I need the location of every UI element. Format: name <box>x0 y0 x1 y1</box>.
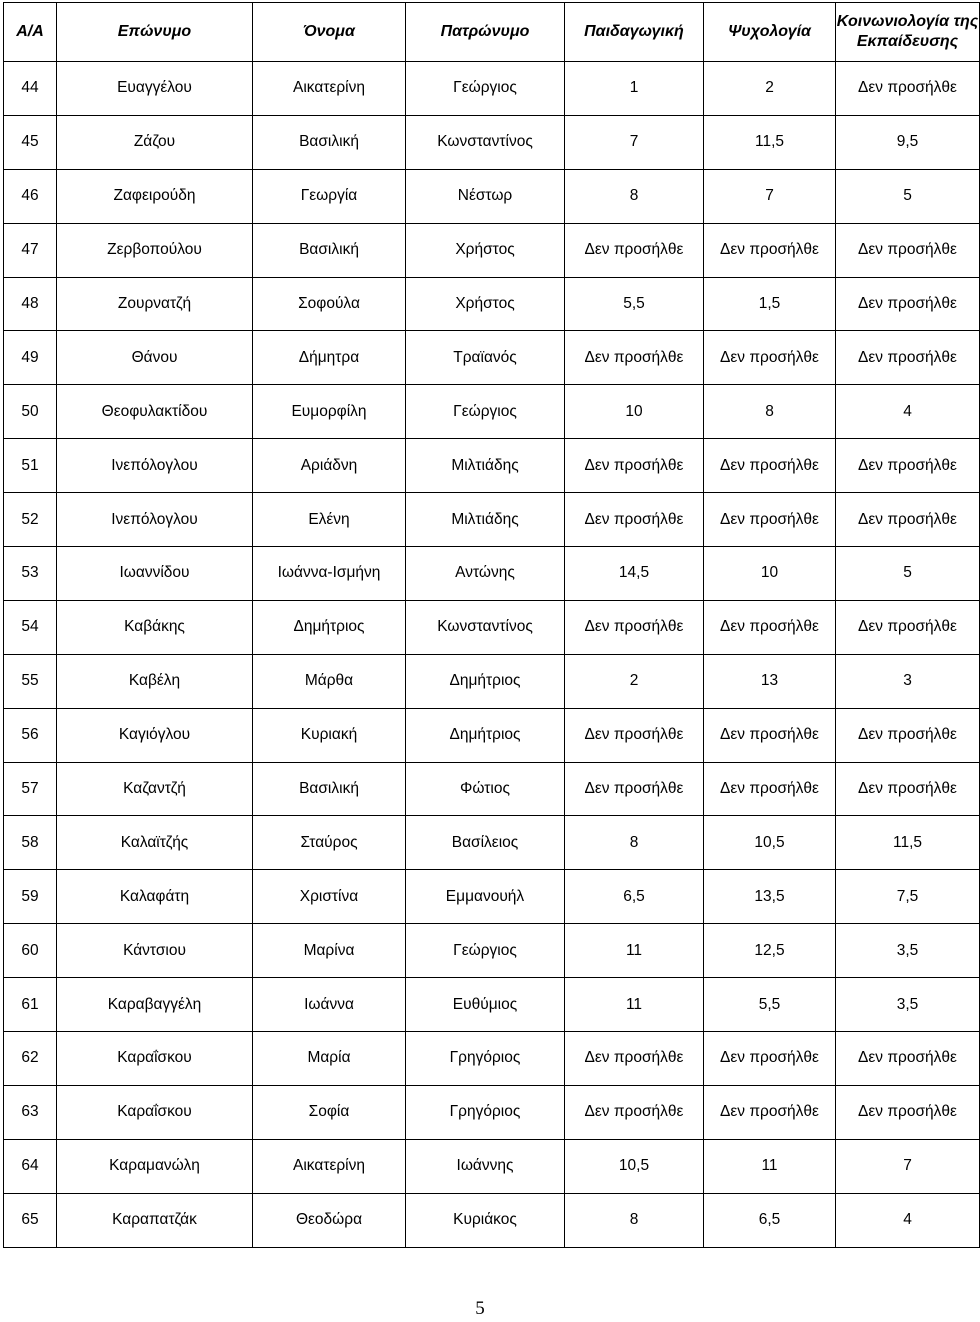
table-row <box>4 816 980 870</box>
header-first-name: Όνομα <box>253 3 406 62</box>
cell-surname: Καγιόγλου <box>57 708 253 762</box>
cell-aa: 55 <box>4 654 57 708</box>
cell-surname: Καβέλη <box>57 654 253 708</box>
cell-aa: 65 <box>4 1193 57 1247</box>
cell-fathers-name: Νέστωρ <box>406 169 565 223</box>
cell-aa: 52 <box>4 493 57 547</box>
cell-surname: Ζερβοπούλου <box>57 223 253 277</box>
cell-psychology: 7 <box>704 169 836 223</box>
cell-first-name: Κυριακή <box>253 708 406 762</box>
cell-surname: Καβάκης <box>57 600 253 654</box>
table-row <box>4 331 980 385</box>
cell-psychology: 1,5 <box>704 277 836 331</box>
cell-fathers-name: Γεώργιος <box>406 385 565 439</box>
cell-pedagogy: 11 <box>565 924 704 978</box>
cell-pedagogy: Δεν προσήλθε <box>565 439 704 493</box>
cell-fathers-name: Μιλτιάδης <box>406 439 565 493</box>
cell-first-name: Σταύρος <box>253 816 406 870</box>
cell-first-name: Βασιλική <box>253 762 406 816</box>
cell-psychology: 8 <box>704 385 836 439</box>
cell-sociology: 7 <box>836 1139 980 1193</box>
table-row <box>4 1139 980 1193</box>
cell-pedagogy: 10 <box>565 385 704 439</box>
cell-surname: Ινεπόλογλου <box>57 439 253 493</box>
cell-aa: 63 <box>4 1085 57 1139</box>
header-sociology-of-education: Κοινωνιολογία της Εκπαίδευσης <box>836 3 980 62</box>
cell-first-name: Ιωάννα <box>253 978 406 1032</box>
cell-psychology: Δεν προσήλθε <box>704 762 836 816</box>
cell-first-name: Αικατερίνη <box>253 1139 406 1193</box>
cell-fathers-name: Μιλτιάδης <box>406 493 565 547</box>
cell-surname: Ζαφειρούδη <box>57 169 253 223</box>
table-row <box>4 654 980 708</box>
cell-pedagogy: Δεν προσήλθε <box>565 600 704 654</box>
cell-first-name: Γεωργία <box>253 169 406 223</box>
table-row <box>4 708 980 762</box>
table-row <box>4 169 980 223</box>
cell-pedagogy: Δεν προσήλθε <box>565 493 704 547</box>
cell-sociology: 7,5 <box>836 870 980 924</box>
cell-surname: Θάνου <box>57 331 253 385</box>
cell-pedagogy: Δεν προσήλθε <box>565 1032 704 1086</box>
table-row <box>4 762 980 816</box>
cell-sociology: 5 <box>836 547 980 601</box>
cell-surname: Καλαϊτζής <box>57 816 253 870</box>
cell-first-name: Ιωάννα-Ισμήνη <box>253 547 406 601</box>
cell-aa: 57 <box>4 762 57 816</box>
cell-psychology: Δεν προσήλθε <box>704 1085 836 1139</box>
cell-psychology: Δεν προσήλθε <box>704 331 836 385</box>
cell-surname: Καλαφάτη <box>57 870 253 924</box>
cell-sociology: 11,5 <box>836 816 980 870</box>
cell-psychology: 6,5 <box>704 1193 836 1247</box>
cell-surname: Καραΐσκου <box>57 1032 253 1086</box>
cell-sociology: Δεν προσήλθε <box>836 439 980 493</box>
table-row <box>4 439 980 493</box>
cell-fathers-name: Δημήτριος <box>406 708 565 762</box>
table-row <box>4 924 980 978</box>
cell-first-name: Ευμορφίλη <box>253 385 406 439</box>
table-header-row <box>4 3 980 62</box>
cell-first-name: Ελένη <box>253 493 406 547</box>
cell-surname: Κάντσιου <box>57 924 253 978</box>
cell-fathers-name: Βασίλειος <box>406 816 565 870</box>
table-row <box>4 115 980 169</box>
cell-fathers-name: Ιωάννης <box>406 1139 565 1193</box>
cell-psychology: Δεν προσήλθε <box>704 439 836 493</box>
cell-sociology: 3,5 <box>836 978 980 1032</box>
cell-sociology: Δεν προσήλθε <box>836 762 980 816</box>
cell-surname: Ζάζου <box>57 115 253 169</box>
cell-first-name: Χριστίνα <box>253 870 406 924</box>
table-row <box>4 277 980 331</box>
cell-aa: 51 <box>4 439 57 493</box>
cell-aa: 47 <box>4 223 57 277</box>
cell-aa: 64 <box>4 1139 57 1193</box>
cell-pedagogy: 1 <box>565 62 704 116</box>
header-pedagogy: Παιδαγωγική <box>565 3 704 62</box>
cell-pedagogy: 14,5 <box>565 547 704 601</box>
cell-first-name: Μαρία <box>253 1032 406 1086</box>
cell-sociology: Δεν προσήλθε <box>836 493 980 547</box>
cell-psychology: Δεν προσήλθε <box>704 223 836 277</box>
cell-fathers-name: Χρήστος <box>406 277 565 331</box>
cell-first-name: Μάρθα <box>253 654 406 708</box>
cell-first-name: Δημήτριος <box>253 600 406 654</box>
table-row <box>4 1193 980 1247</box>
cell-fathers-name: Γρηγόριος <box>406 1032 565 1086</box>
cell-sociology: 3 <box>836 654 980 708</box>
cell-fathers-name: Τραϊανός <box>406 331 565 385</box>
cell-fathers-name: Γεώργιος <box>406 62 565 116</box>
cell-first-name: Μαρίνα <box>253 924 406 978</box>
cell-sociology: Δεν προσήλθε <box>836 223 980 277</box>
cell-pedagogy: 2 <box>565 654 704 708</box>
cell-surname: Ζουρνατζή <box>57 277 253 331</box>
cell-pedagogy: Δεν προσήλθε <box>565 708 704 762</box>
cell-psychology: 13,5 <box>704 870 836 924</box>
cell-psychology: Δεν προσήλθε <box>704 708 836 762</box>
cell-pedagogy: 8 <box>565 1193 704 1247</box>
cell-psychology: 5,5 <box>704 978 836 1032</box>
cell-aa: 48 <box>4 277 57 331</box>
cell-pedagogy: Δεν προσήλθε <box>565 1085 704 1139</box>
cell-aa: 56 <box>4 708 57 762</box>
table-row <box>4 978 980 1032</box>
cell-fathers-name: Χρήστος <box>406 223 565 277</box>
cell-surname: Ιωαννίδου <box>57 547 253 601</box>
table-row <box>4 62 980 116</box>
cell-fathers-name: Κωνσταντίνος <box>406 115 565 169</box>
header-fathers-name: Πατρώνυμο <box>406 3 565 62</box>
cell-fathers-name: Κωνσταντίνος <box>406 600 565 654</box>
cell-aa: 60 <box>4 924 57 978</box>
cell-aa: 58 <box>4 816 57 870</box>
cell-first-name: Αριάδνη <box>253 439 406 493</box>
cell-pedagogy: 10,5 <box>565 1139 704 1193</box>
cell-pedagogy: 8 <box>565 816 704 870</box>
cell-sociology: Δεν προσήλθε <box>836 277 980 331</box>
cell-fathers-name: Φώτιος <box>406 762 565 816</box>
cell-pedagogy: Δεν προσήλθε <box>565 762 704 816</box>
page-number: 5 <box>475 1298 485 1319</box>
cell-pedagogy: Δεν προσήλθε <box>565 331 704 385</box>
cell-sociology: Δεν προσήλθε <box>836 708 980 762</box>
table-row <box>4 1085 980 1139</box>
cell-psychology: 10,5 <box>704 816 836 870</box>
cell-psychology: 10 <box>704 547 836 601</box>
cell-sociology: Δεν προσήλθε <box>836 331 980 385</box>
cell-aa: 49 <box>4 331 57 385</box>
cell-surname: Θεοφυλακτίδου <box>57 385 253 439</box>
cell-fathers-name: Δημήτριος <box>406 654 565 708</box>
cell-first-name: Θεοδώρα <box>253 1193 406 1247</box>
results-table <box>3 2 980 1248</box>
cell-pedagogy: 8 <box>565 169 704 223</box>
cell-first-name: Βασιλική <box>253 115 406 169</box>
cell-sociology: Δεν προσήλθε <box>836 600 980 654</box>
table-row <box>4 223 980 277</box>
cell-fathers-name: Γεώργιος <box>406 924 565 978</box>
cell-fathers-name: Αντώνης <box>406 547 565 601</box>
cell-fathers-name: Ευθύμιος <box>406 978 565 1032</box>
table-row <box>4 1032 980 1086</box>
cell-sociology: Δεν προσήλθε <box>836 1085 980 1139</box>
cell-aa: 54 <box>4 600 57 654</box>
cell-psychology: Δεν προσήλθε <box>704 493 836 547</box>
cell-sociology: 5 <box>836 169 980 223</box>
cell-aa: 50 <box>4 385 57 439</box>
cell-sociology: 4 <box>836 1193 980 1247</box>
cell-sociology: 3,5 <box>836 924 980 978</box>
cell-pedagogy: Δεν προσήλθε <box>565 223 704 277</box>
table-row <box>4 547 980 601</box>
table-row <box>4 600 980 654</box>
cell-psychology: 2 <box>704 62 836 116</box>
cell-aa: 45 <box>4 115 57 169</box>
table-row <box>4 493 980 547</box>
cell-psychology: Δεν προσήλθε <box>704 1032 836 1086</box>
cell-fathers-name: Κυριάκος <box>406 1193 565 1247</box>
table-row <box>4 385 980 439</box>
cell-aa: 46 <box>4 169 57 223</box>
cell-aa: 61 <box>4 978 57 1032</box>
cell-pedagogy: 11 <box>565 978 704 1032</box>
cell-psychology: 12,5 <box>704 924 836 978</box>
cell-psychology: 11 <box>704 1139 836 1193</box>
cell-surname: Ευαγγέλου <box>57 62 253 116</box>
cell-aa: 59 <box>4 870 57 924</box>
cell-surname: Καραβαγγέλη <box>57 978 253 1032</box>
header-surname: Επώνυμο <box>57 3 253 62</box>
cell-first-name: Δήμητρα <box>253 331 406 385</box>
cell-psychology: 13 <box>704 654 836 708</box>
cell-pedagogy: 7 <box>565 115 704 169</box>
cell-first-name: Σοφούλα <box>253 277 406 331</box>
cell-sociology: Δεν προσήλθε <box>836 62 980 116</box>
table-body <box>4 62 980 1248</box>
cell-aa: 62 <box>4 1032 57 1086</box>
cell-psychology: Δεν προσήλθε <box>704 600 836 654</box>
header-psychology: Ψυχολογία <box>704 3 836 62</box>
cell-fathers-name: Εμμανουήλ <box>406 870 565 924</box>
cell-psychology: 11,5 <box>704 115 836 169</box>
cell-pedagogy: 6,5 <box>565 870 704 924</box>
cell-surname: Καραΐσκου <box>57 1085 253 1139</box>
cell-aa: 44 <box>4 62 57 116</box>
cell-first-name: Σοφία <box>253 1085 406 1139</box>
header-aa: Α/Α <box>4 3 57 62</box>
cell-sociology: Δεν προσήλθε <box>836 1032 980 1086</box>
cell-sociology: 4 <box>836 385 980 439</box>
cell-sociology: 9,5 <box>836 115 980 169</box>
cell-surname: Καραπατζάκ <box>57 1193 253 1247</box>
cell-surname: Ινεπόλογλου <box>57 493 253 547</box>
cell-first-name: Βασιλική <box>253 223 406 277</box>
cell-pedagogy: 5,5 <box>565 277 704 331</box>
cell-first-name: Αικατερίνη <box>253 62 406 116</box>
cell-fathers-name: Γρηγόριος <box>406 1085 565 1139</box>
cell-aa: 53 <box>4 547 57 601</box>
cell-surname: Καραμανώλη <box>57 1139 253 1193</box>
table-row <box>4 870 980 924</box>
cell-surname: Καζαντζή <box>57 762 253 816</box>
